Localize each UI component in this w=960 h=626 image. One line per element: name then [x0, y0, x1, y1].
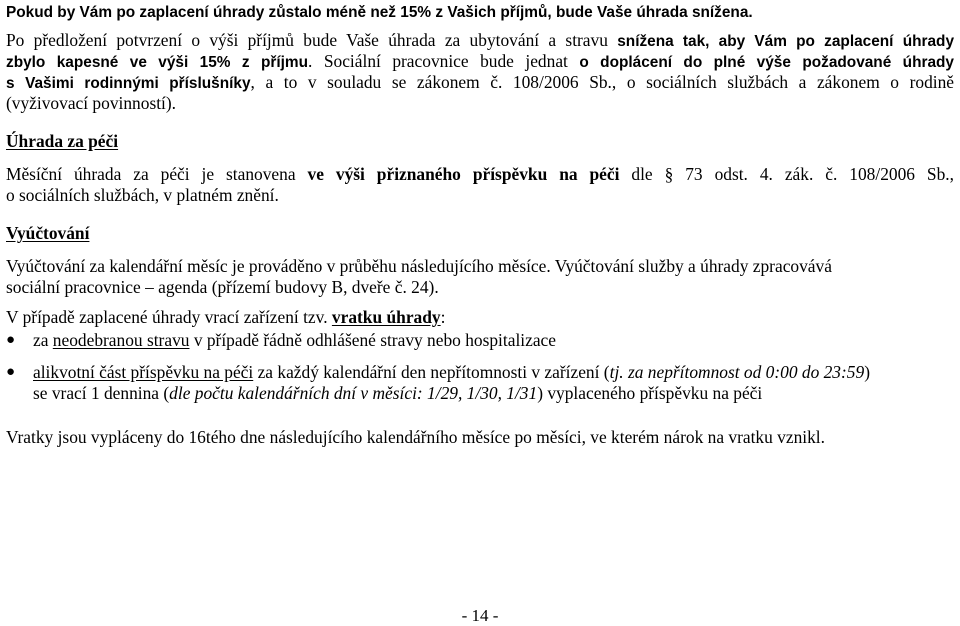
heading-reduced-fee: Pokud by Vám po zaplacení úhrady zůstalo méně než 15% z Vašich příjmů, bude Vaše úhrada snížena.: [6, 4, 753, 21]
bullet-marker: ●: [6, 364, 16, 380]
heading-care-fee: Úhrada za péči: [6, 131, 119, 151]
paragraph-reduction-line-1: Po předložení potvrzení o výši příjmů bude Vaše úhrada za ubytování a stravu snížena tak, aby Vám po zaplacení úhrady: [6, 30, 954, 50]
paragraph-care-fee-line-2: o sociálních službách, v platném znění.: [6, 185, 279, 205]
heading-billing: Vyúčtování: [6, 223, 90, 243]
paragraph-refund-intro: V případě zaplacené úhrady vrací zařízení tzv. vratku úhrady:: [6, 307, 446, 327]
paragraph-care-fee-line-1: Měsíční úhrada za péči je stanovena ve výši přiznaného příspěvku na péči dle § 73 odst. 4. zák. č. 108/2006 Sb.,: [6, 164, 955, 184]
list-item-care-allowance-refund-line-2: se vrací 1 dennina (dle počtu kalendářních dní v měsíci: 1/29, 1/30, 1/31) vyplaceného příspěvku na péči: [33, 383, 763, 403]
list-item-care-allowance-refund-line-1: alikvotní část příspěvku na péči za každý kalendářní den nepřítomnosti v zařízení (tj. za nepřítomnost od 0:00 do 23:59): [33, 362, 870, 382]
paragraph-reduction-line-4: (vyživovací povinností).: [6, 93, 177, 113]
page-number: - 14 -: [461, 606, 499, 625]
paragraph-reduction-line-2: zbylo kapesné ve výši 15% z příjmu. Sociální pracovnice bude jednat o doplácení do plné výše požadované úhrady: [6, 51, 954, 71]
paragraph-reduction-line-3: s Vašimi rodinnými příslušníky, a to v souladu se zákonem č. 108/2006 Sb., o sociálních službách a zákonem o rodině: [6, 72, 955, 92]
bullet-marker: ●: [6, 332, 16, 348]
paragraph-billing-line-1: Vyúčtování za kalendářní měsíc je prováděno v průběhu následujícího měsíce. Vyúčtování služby a úhrady zpracovává: [6, 256, 832, 276]
paragraph-billing-line-2: sociální pracovnice – agenda (přízemí budovy B, dveře č. 24).: [6, 277, 439, 297]
list-item-meal-refund: za neodebranou stravu v případě řádně odhlášené stravy nebo hospitalizace: [33, 330, 556, 350]
paragraph-refund-payout: Vratky jsou vypláceny do 16tého dne následujícího kalendářního měsíce po měsíci, ve kterém nárok na vratku vznikl.: [6, 427, 825, 447]
